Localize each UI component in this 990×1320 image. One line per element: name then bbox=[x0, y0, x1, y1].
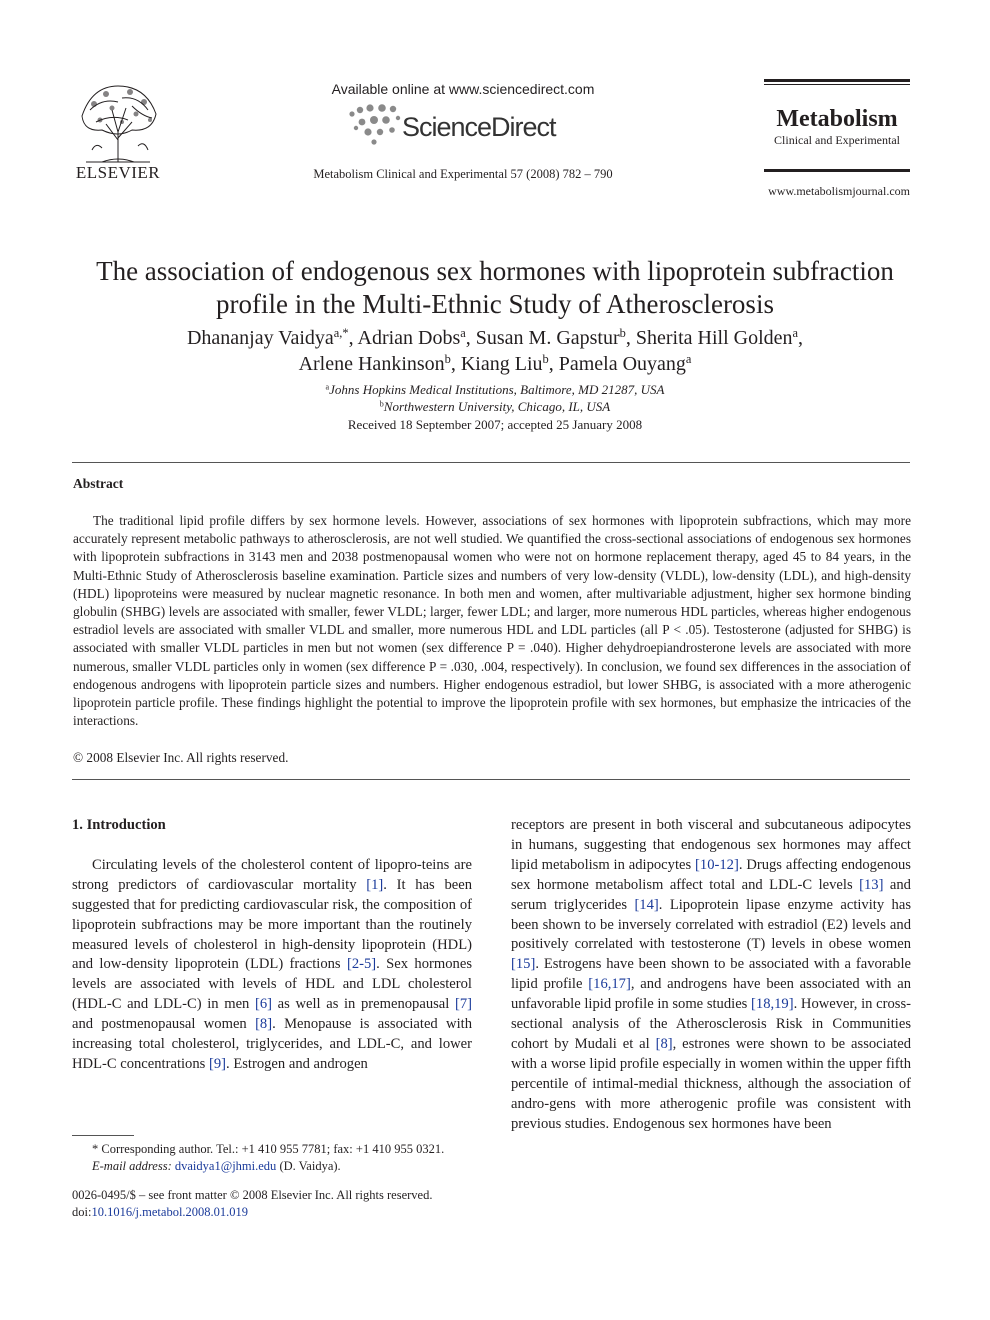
publisher-name: ELSEVIER bbox=[75, 163, 161, 182]
author-affiliation-mark: b bbox=[542, 352, 549, 367]
intro-paragraph-continued: receptors are present in both visceral and subcutaneous adipocytes in humans, suggesting that endogenous sex hormones may affect lipid metabolism in adipocytes [10-12]. Drugs affecting endogenous sex hormone metabolism affect total and LDL-C levels [13] and serum triglycerides [14]. Lipoprotein lipase enzyme activity has been shown to be inversely correlated with estradiol (E2) levels and positively correlated with testosterone (T) levels in obese women [15]. Estrogens have been shown to be associated with a favorable lipid profile [16,17], and androgens have been associated with an unfavorable lipid profile in some studies [18,19]. However, in cross-sectional analysis of the Atherosclerosis Risk in Communities cohort by Mudali et al [8], estrones were shown to be associated with a worse lipid profile especially in women within the upper fifth percentile of intimal-medial thickness, although the association of andro-gens with more atherogenic profile was consistent with previous studies. Endogenous sex hormones have been bbox=[511, 817, 912, 1132]
doi-label: doi: bbox=[72, 1205, 92, 1219]
body-column-left bbox=[72, 816, 472, 1075]
author-name: Adrian Dobs bbox=[357, 327, 461, 349]
author-name: Kiang Liu bbox=[460, 353, 543, 375]
reference-link[interactable]: [16,17] bbox=[588, 976, 631, 993]
author-name: Sherita Hill Golden bbox=[635, 327, 793, 349]
abstract-text: The traditional lipid profile differs by sex hormone levels. However, associations of sex hormones with lipoprotein subfractions, which may more accurately represent metabolic pathways to atherosclerosis, are not well studied. We quantified the cross-sectional associations of endogenous sex hormones with lipoprotein subfractions in 3143 men and 2038 postmenopausal women who were not on hormone replacement therapy, aged 45 to 84 years, in the Multi-Ethnic Study of Atherosclerosis baseline examination. Particle sizes and numbers of very low-density (VLDL), low-density (LDL), and high-density (HDL) lipoproteins were measured by nuclear magnetic resonance. In both men and women, after multivariable adjustment, higher sex hormone binding globulin (SHBG) levels are associated with smaller, fewer VLDL; larger, fewer LDL; and larger, more numerous HDL particles, whereas higher endogenous estradiol levels are associated with smaller VLDL and smaller, more numerous HDL and LDL particles (all P < .05). Testosterone (adjusted for SHBG) is associated with smaller VLDL particles in men but not women (sex difference P = .040). Higher dehydroepiandrosterone levels are associated with more numerous, smaller VLDL particles only in women (sex difference P = .030, .004, respectively). In conclusion, we found sex differences in the association of endogenous androgens with lipoprotein particle sizes and numbers. Higher endogenous estradiol, but lower SHBG, is associated with a more atherogenic lipoprotein particle profile. These findings highlight the potential to improve the lipoprotein profile with sex hormones, but emphasize the intricacies of the interactions. bbox=[73, 513, 911, 729]
email-link[interactable]: dvaidya1@jhmi.edu bbox=[174, 1159, 277, 1173]
sciencedirect-wordmark: ScienceDirect bbox=[402, 112, 556, 142]
reference-link[interactable]: [14] bbox=[634, 896, 659, 913]
abstract-body bbox=[73, 512, 911, 730]
reference-link[interactable]: [9] bbox=[208, 1055, 227, 1072]
author-name: Dhananjay Vaidya bbox=[186, 327, 334, 349]
journal-subtitle: Clinical and Experimental bbox=[774, 133, 900, 147]
footnote-rule bbox=[72, 1135, 134, 1136]
author-line-1: Dhananjay Vaidya$^{a,*}$, Adrian Dobs$^a$, Susan M. Gapstur$^b$, Sherita Hill Golden$^a$, bbox=[186, 326, 803, 349]
journal-url-link[interactable]: www.metabolismjournal.com bbox=[768, 184, 910, 198]
reference-link[interactable]: [13] bbox=[859, 876, 884, 893]
article-title-line-1: The association of endogenous sex hormones with lipoprotein subfraction bbox=[96, 256, 894, 286]
email-note bbox=[72, 1158, 472, 1175]
received-dates: Received 18 September 2007; accepted 25 January 2008 bbox=[347, 417, 643, 432]
email-owner: (D. Vaidya). bbox=[279, 1159, 341, 1173]
abstract-heading: Abstract bbox=[73, 476, 124, 491]
section-heading-introduction: 1. Introduction bbox=[72, 817, 166, 833]
article-title-line-2: profile in the Multi-Ethnic Study of Atherosclerosis bbox=[216, 289, 774, 319]
journal-title: Metabolism bbox=[776, 106, 898, 132]
author-name: Arlene Hankinson bbox=[298, 353, 445, 375]
journal-rule-top-thin bbox=[764, 84, 910, 85]
author-affiliation-mark: b bbox=[444, 352, 451, 367]
reference-link[interactable]: [6] bbox=[255, 996, 273, 1013]
journal-citation: Metabolism Clinical and Experimental 57 (2008) 782 – 790 bbox=[313, 167, 613, 181]
reference-link[interactable]: [7] bbox=[454, 996, 472, 1013]
reference-link[interactable]: [15] bbox=[511, 956, 536, 973]
author-affiliation-mark: a bbox=[685, 352, 692, 367]
reference-link[interactable]: [1] bbox=[366, 876, 384, 893]
author-affiliation-mark: a,* bbox=[333, 326, 349, 341]
journal-rule-top bbox=[764, 79, 910, 82]
author-line-2: Arlene Hankinson$^b$, Kiang Liu$^b$, Pamela Ouyang$^a$ bbox=[298, 352, 692, 375]
affiliation-line: $^b$Northwestern University, Chicago, IL, USA bbox=[379, 399, 611, 414]
abstract-copyright: © 2008 Elsevier Inc. All rights reserved. bbox=[73, 750, 289, 765]
reference-link[interactable]: [18,19] bbox=[751, 996, 794, 1013]
article-title bbox=[60, 255, 930, 321]
author-affiliation-mark: b bbox=[619, 326, 626, 341]
author-name: Susan M. Gapstur bbox=[475, 327, 620, 349]
reference-link[interactable]: [10-12] bbox=[695, 856, 739, 873]
doi-link[interactable]: 10.1016/j.metabol.2008.01.019 bbox=[91, 1205, 249, 1219]
author-affiliation-mark: a bbox=[460, 326, 466, 341]
abstract-rule-bottom bbox=[72, 779, 910, 780]
affiliations bbox=[60, 381, 930, 415]
email-label: E-mail address: bbox=[92, 1159, 172, 1173]
corresponding-author-note: * Corresponding author. Tel.: +1 410 955 7781; fax: +1 410 955 0321. bbox=[92, 1142, 445, 1156]
doi-line bbox=[72, 1204, 492, 1221]
front-matter-note: 0026-0495/$ – see front matter © 2008 Elsevier Inc. All rights reserved. bbox=[72, 1188, 433, 1202]
affiliation-line: $^a$Johns Hopkins Medical Institutions, Baltimore, MD 21287, USA bbox=[325, 382, 665, 397]
journal-rule-bottom bbox=[764, 169, 910, 172]
abstract-rule-top bbox=[72, 462, 910, 463]
reference-link[interactable]: [2-5] bbox=[346, 956, 377, 973]
author-name: Pamela Ouyang bbox=[558, 353, 686, 375]
reference-link[interactable]: [8] bbox=[255, 1016, 273, 1033]
intro-paragraph-1: Circulating levels of the cholesterol content of lipopro-teins are strong predictors of cardiovascular mortality [1]. It has been suggested that for predicting cardiovascular risk, the composition of lipoprotein subfractions may be more important than the routinely measured levels of cholesterol in high-density lipoprotein (HDL) and low-density lipoprotein (LDL) fractions [2-5]. Sex hormones levels are associated with levels of HDL and LDL cholesterol (HDL-C and LDL-C) in men [6] as well as in premenopausal [7] and postmenopausal women [8]. Menopause is associated with increasing total cholesterol, triglycerides, and LDL-C, and lower HDL-C concentrations [9]. Estrogen and androgen bbox=[72, 856, 472, 1072]
reference-link[interactable]: [8] bbox=[655, 1035, 673, 1052]
body-column-right bbox=[511, 816, 911, 1135]
available-online-text: Available online at www.sciencedirect.com bbox=[331, 81, 595, 97]
author-affiliation-mark: a bbox=[792, 326, 798, 341]
author-list bbox=[60, 325, 930, 377]
